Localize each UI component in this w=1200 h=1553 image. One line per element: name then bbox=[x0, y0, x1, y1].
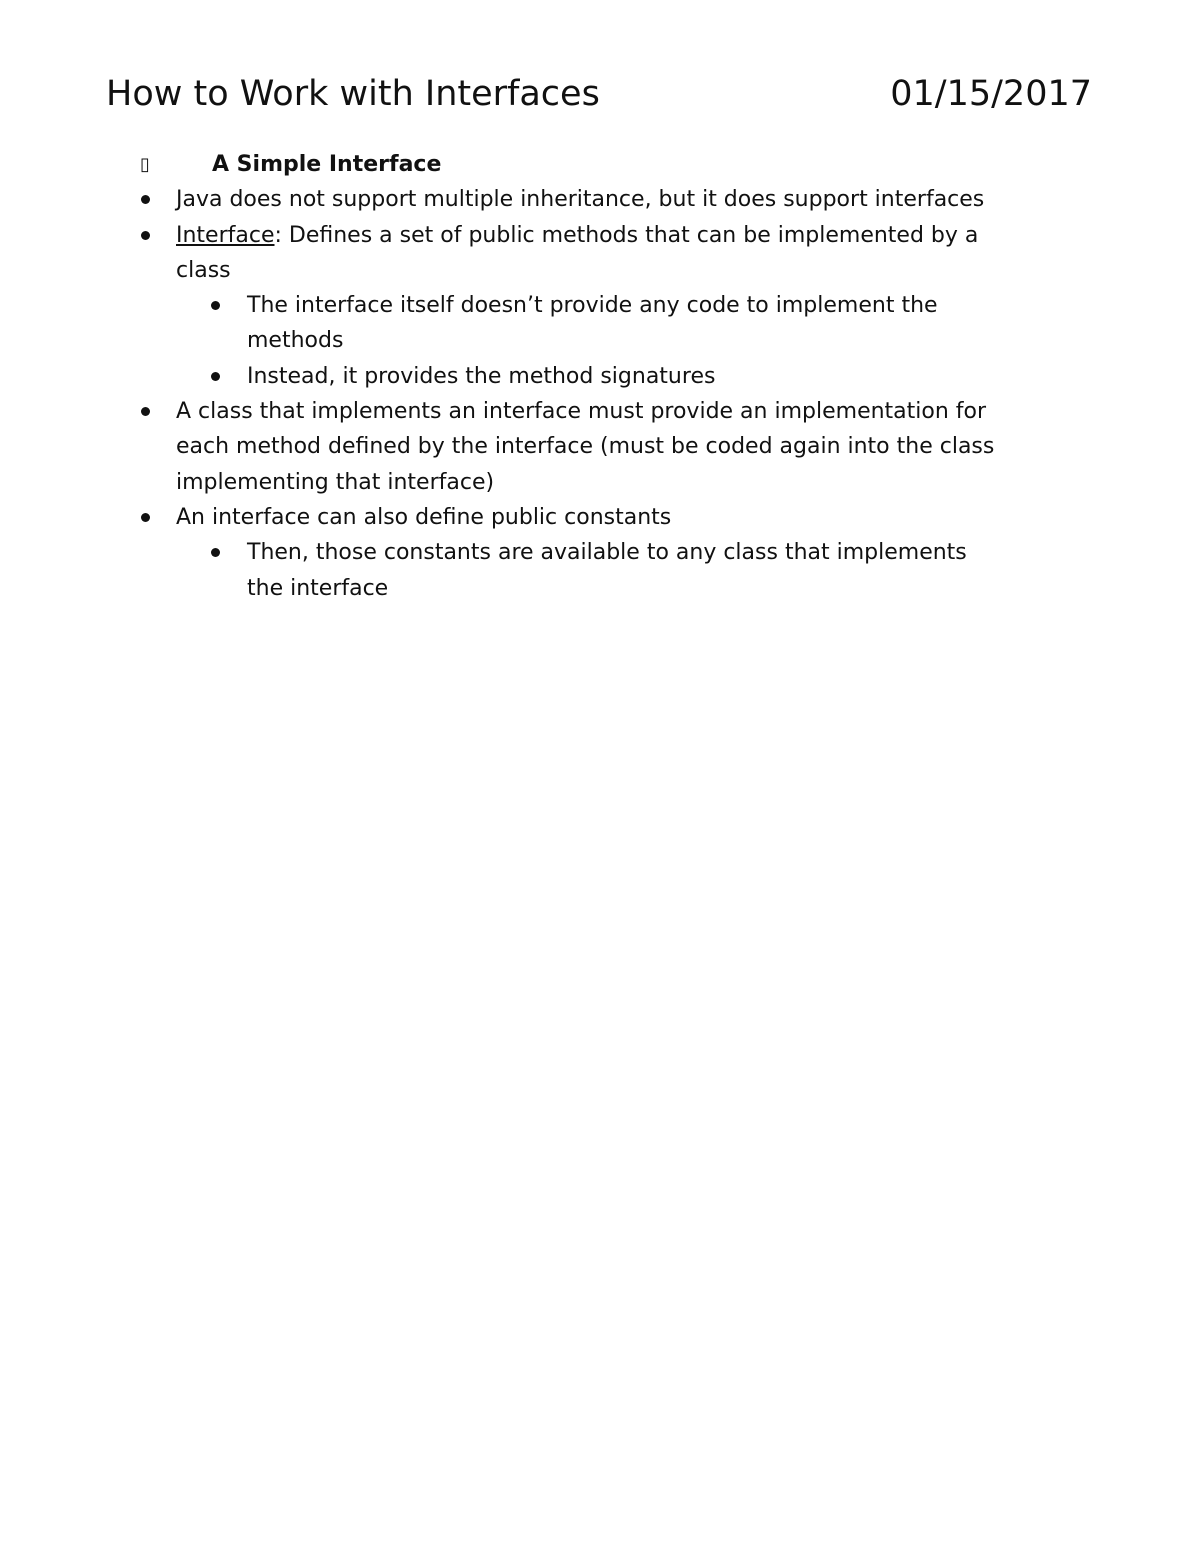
list-item-text: A class that implements an interface must provide an implementation for bbox=[176, 399, 987, 425]
sub-list-item-continuation bbox=[0, 571, 1200, 606]
bullet-icon bbox=[211, 548, 220, 557]
term-interface: Interface bbox=[176, 222, 275, 248]
bullet-icon bbox=[141, 231, 150, 240]
missing-glyph-icon: ▯ bbox=[140, 154, 150, 175]
list-item-text: An interface can also define public constants bbox=[176, 504, 672, 530]
list-item bbox=[0, 182, 1200, 217]
sub-list-item bbox=[0, 288, 1200, 323]
section-heading-line bbox=[0, 147, 1200, 182]
sub-list-item bbox=[0, 535, 1200, 570]
list-item-text: Java does not support multiple inheritance, but it does support interfaces bbox=[176, 187, 985, 213]
list-item-text: class bbox=[176, 257, 231, 283]
page-title: How to Work with Interfaces bbox=[106, 74, 600, 114]
notes-list bbox=[0, 147, 1200, 606]
list-item bbox=[0, 394, 1200, 429]
list-item-text: implementing that interface) bbox=[176, 469, 495, 495]
sub-list-item-text: Then, those constants are available to any class that implements bbox=[247, 540, 967, 566]
page-date: 01/15/2017 bbox=[890, 74, 1092, 114]
list-item-continuation bbox=[0, 429, 1200, 464]
sub-list-item-text: the interface bbox=[247, 575, 389, 601]
section-heading: A Simple Interface bbox=[212, 152, 442, 177]
sub-list-item-continuation bbox=[0, 323, 1200, 358]
list-item-continuation bbox=[0, 253, 1200, 288]
bullet-icon bbox=[141, 195, 150, 204]
term-definition: : Defines a set of public methods that can be implemented by a bbox=[274, 222, 979, 248]
list-item-continuation bbox=[0, 465, 1200, 500]
bullet-icon bbox=[211, 301, 220, 310]
sub-list-item-text: Instead, it provides the method signatures bbox=[247, 363, 716, 389]
sub-list-item-text: The interface itself doesn’t provide any code to implement the bbox=[247, 293, 938, 319]
sub-list-item bbox=[0, 359, 1200, 394]
bullet-icon bbox=[141, 513, 150, 522]
list-item bbox=[0, 218, 1200, 253]
list-item-text: each method defined by the interface (must be coded again into the class bbox=[176, 434, 995, 460]
sub-list-item-text: methods bbox=[247, 328, 344, 354]
list-item bbox=[0, 500, 1200, 535]
bullet-icon bbox=[141, 407, 150, 416]
list-item-text bbox=[176, 218, 978, 253]
bullet-icon bbox=[211, 372, 220, 381]
